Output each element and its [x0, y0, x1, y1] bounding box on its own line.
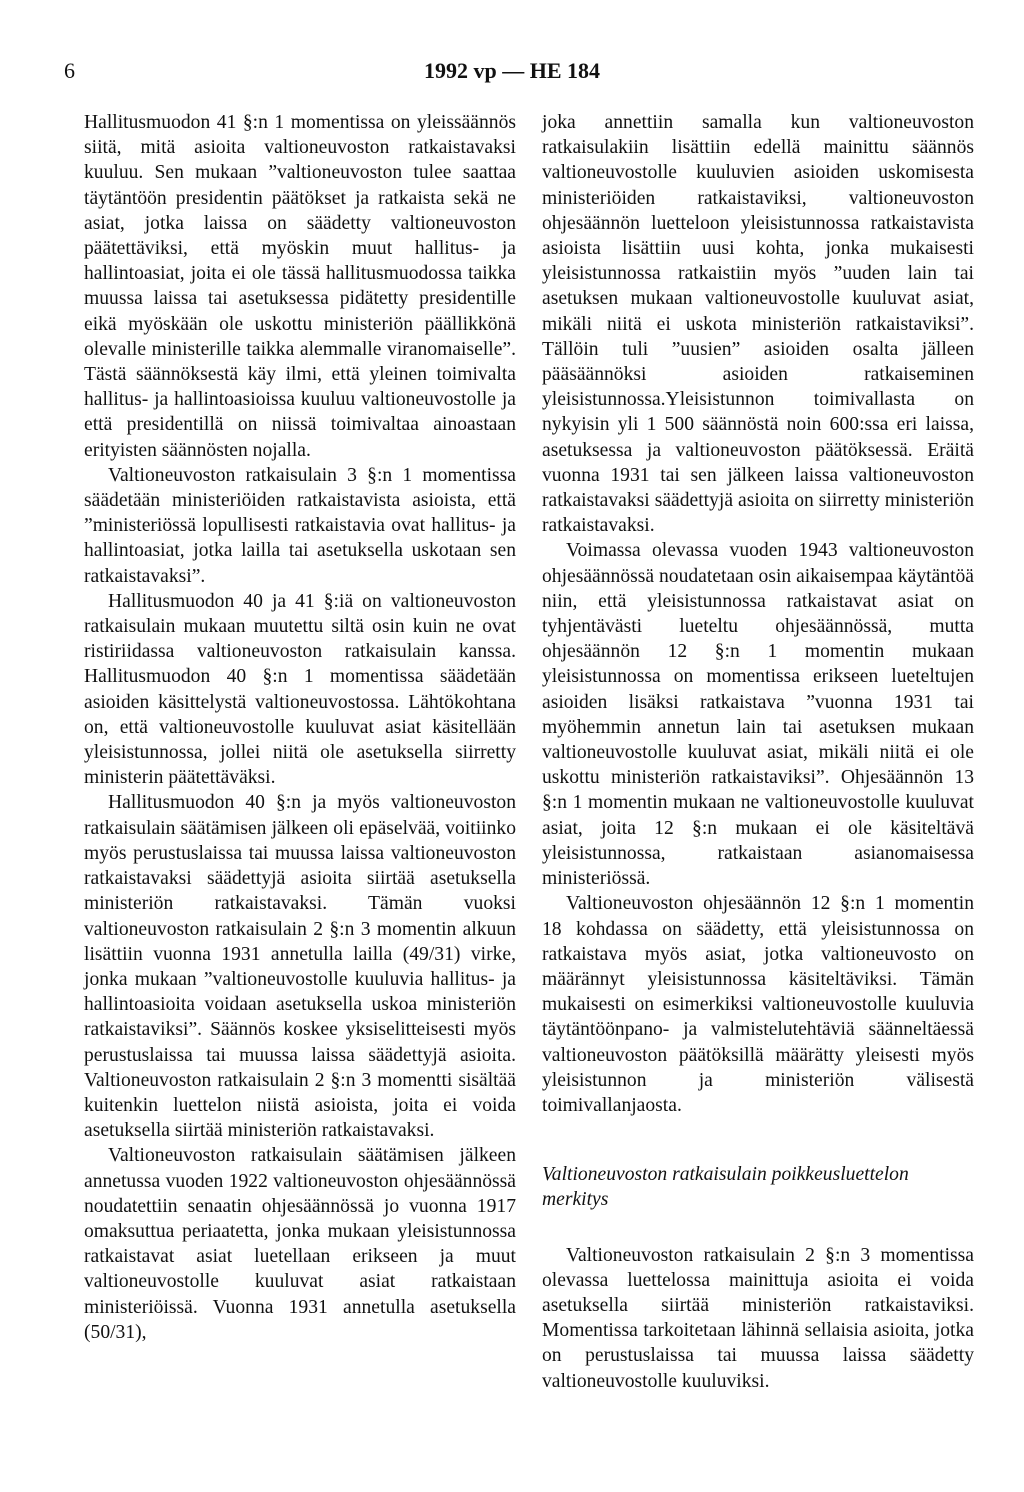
- paragraph: Hallitusmuodon 40 ja 41 §:iä on valtioneuvoston ratkaisulain mukaan muutettu siltä osin kuin ne ovat ristiriidassa valtioneuvoston ratkaisulain kanssa. Hallitusmuodon 40 §:n 1 momentissa säädetään asioiden käsittelystä valtioneuvostossa. Lähtökohtana on, että valtioneuvostolle kuuluvat asiat käsitellään yleisistunnossa, jollei niitä ole asetuksella siirretty ministerin päätettäväksi.: [84, 590, 516, 789]
- left-column: [84, 110, 516, 1345]
- section-heading: Valtioneuvoston ratkaisulain poikkeusluettelon merkitys: [542, 1164, 909, 1211]
- paragraph: Valtioneuvoston ohjesäännön 12 §:n 1 momentin 18 kohdassa on säädetty, että yleisistunnossa on ratkaistava myös asiat, jotka valtioneuvosto on määrännyt yleisistunnossa käsiteltäviksi. Tämän mukaisesti on esimerkiksi valtioneuvostolle kuuluvia täytäntöönpano- ja valmistelutehtäviä säänneltäessä valtioneuvoston päätöksillä määrätty yleisesti myös yleisistunnon ja ministeriön välisestä toimivallanjaosta.: [542, 893, 974, 1116]
- paragraph: Hallitusmuodon 40 §:n ja myös valtioneuvoston ratkaisulain säätämisen jälkeen oli epäselvää, voitiinko myös perustuslaissa tai muussa laissa valtioneuvoston ratkaistavaksi säädettyjä asioita siirtää asetuksella ministeriön ratkaistavaksi. Tämän vuoksi valtioneuvoston ratkaisulain 2 §:n 3 momentin alkuun lisättiin vuonna 1931 annetulla lailla (49/31) virke, jonka mukaan ”valtioneuvostolle kuuluvia hallitus- ja hallintoasioita voidaan asetuksella uskoa ministeriön ratkaistaviksi”. Säännös koskee yksiselitteisesti myös perustuslaissa tai muussa laissa säädettyjä asioita. Valtioneuvoston ratkaisulain 2 §:n 3 momentti sisältää kuitenkin luettelon niistä asioista, joita ei voida asetuksella siirtää ministeriön ratkaistavaksi.: [84, 792, 516, 1142]
- right-column: [542, 110, 974, 1394]
- paragraph: Valtioneuvoston ratkaisulain 3 §:n 1 momentissa säädetään ministeriöiden ratkaistavista asioista, että ”ministeriössä lopullisesti ratkaistavia ovat hallitus- ja hallintoasiat, jotka lailla tai asetuksella uskotaan sen ratkaistavaksi”.: [84, 464, 516, 587]
- paragraph: Voimassa olevassa vuoden 1943 valtioneuvoston ohjesäännössä noudatetaan osin aikaisempaa käytäntöä niin, että yleisistunnossa ratkaistavat asiat on tyhjentävästi lueteltu ohjesäännössä, mutta ohjesäännön 12 §:n 1 momentin mukaan yleisistunnossa on momentissa erikseen lueteltujen asioiden lisäksi ratkaistava ”vuonna 1931 tai myöhemmin annetun lain tai asetuksen mukaan valtioneuvostolle kuuluvat asiat, mikäli niitä ei ole uskottu ministeriön ratkaistaviksi”. Ohjesäännön 13 §:n 1 momentin mukaan ne valtioneuvostolle kuuluvat asiat, joita 12 §:n mukaan ei ole käsiteltävä yleisistunnossa, ratkaistaan asianomaisessa ministeriössä.: [542, 540, 975, 890]
- paragraph: joka annettiin samalla kun valtioneuvoston ratkaisulakiin lisättiin edellä mainittu säännös valtioneuvostolle kuuluvien asioiden uskomisesta ministeriöiden ratkaistaviksi, valtioneuvoston ohjesäännön luetteloon yleisistunnossa ratkaistavista asioista lisättiin uusi kohta, jonka mukaisesti yleisistunnossa ratkaistiin myös ”uuden lain tai asetuksen mukaan valtioneuvostolle kuuluvat asiat, mikäli niitä ei uskota ministeriön ratkaistaviksi”. Tällöin tuli ”uusien” asioiden osalta jälleen pääsäännöksi asioiden ratkaiseminen yleisistunnossa.Yleisistunnon toimivallasta on nykyisin yli 1 500 säännöstä noin 600:ssa eri laissa, asetuksessa ja valtioneuvoston päätöksessä. Eräitä vuonna 1931 tai sen jälkeen laissa valtioneuvoston ratkaistavaksi säädettyjä asioita on siirretty ministeriön ratkaistavaksi.: [542, 112, 974, 537]
- paragraph: Valtioneuvoston ratkaisulain säätämisen jälkeen annetussa vuoden 1922 valtioneuvoston ohjesäännössä noudatettiin senaatin ohjesäännössä jo vuonna 1917 omaksuttua periaatetta, jonka mukaan yleisistunnossa ratkaistavat asiat luetellaan erikseen ja muut valtioneuvostolle kuuluvat asiat ratkaistaan ministeriöissä. Vuonna 1931 annetulla asetuksella (50/31),: [84, 1145, 516, 1343]
- page-number: 6: [64, 58, 75, 83]
- running-head: 1992 vp — HE 184: [423, 58, 601, 83]
- paragraph: Valtioneuvoston ratkaisulain 2 §:n 3 momentissa olevassa luettelossa mainittuja asioita ei voida asetuksella siirtää ministeriön ratkaistaviksi. Momentissa tarkoitetaan lähinnä sellaisia asioita, jotka on perustuslaissa tai muussa laissa säädetty valtioneuvostolle kuuluviksi.: [542, 1244, 974, 1392]
- paragraph: Hallitusmuodon 41 §:n 1 momentissa on yleissäännös siitä, mitä asioita valtioneuvoston ratkaistavaksi kuuluu. Sen mukaan ”valtioneuvoston tulee saattaa täytäntöön presidentin päätökset ja ratkaista sekä ne asiat, jotka laissa on säädetty valtioneuvoston päätettäviksi, että myöskin muut hallitus- ja hallintoasiat, joita ei ole tässä hallitusmuodossa taikka muussa laissa tai asetuksessa pidätetty presidentille eikä myöskään ole uskottu ministeriön päällikkönä olevalle ministerille taikka alemmalle viranomaiselle”. Tästä säännöksestä käy ilmi, että yleinen toimivalta hallitus- ja hallintoasioissa kuuluu valtioneuvostolle ja että presidentillä on niissä toimivaltaa ainoastaan erityisten säännösten nojalla.: [84, 112, 516, 461]
